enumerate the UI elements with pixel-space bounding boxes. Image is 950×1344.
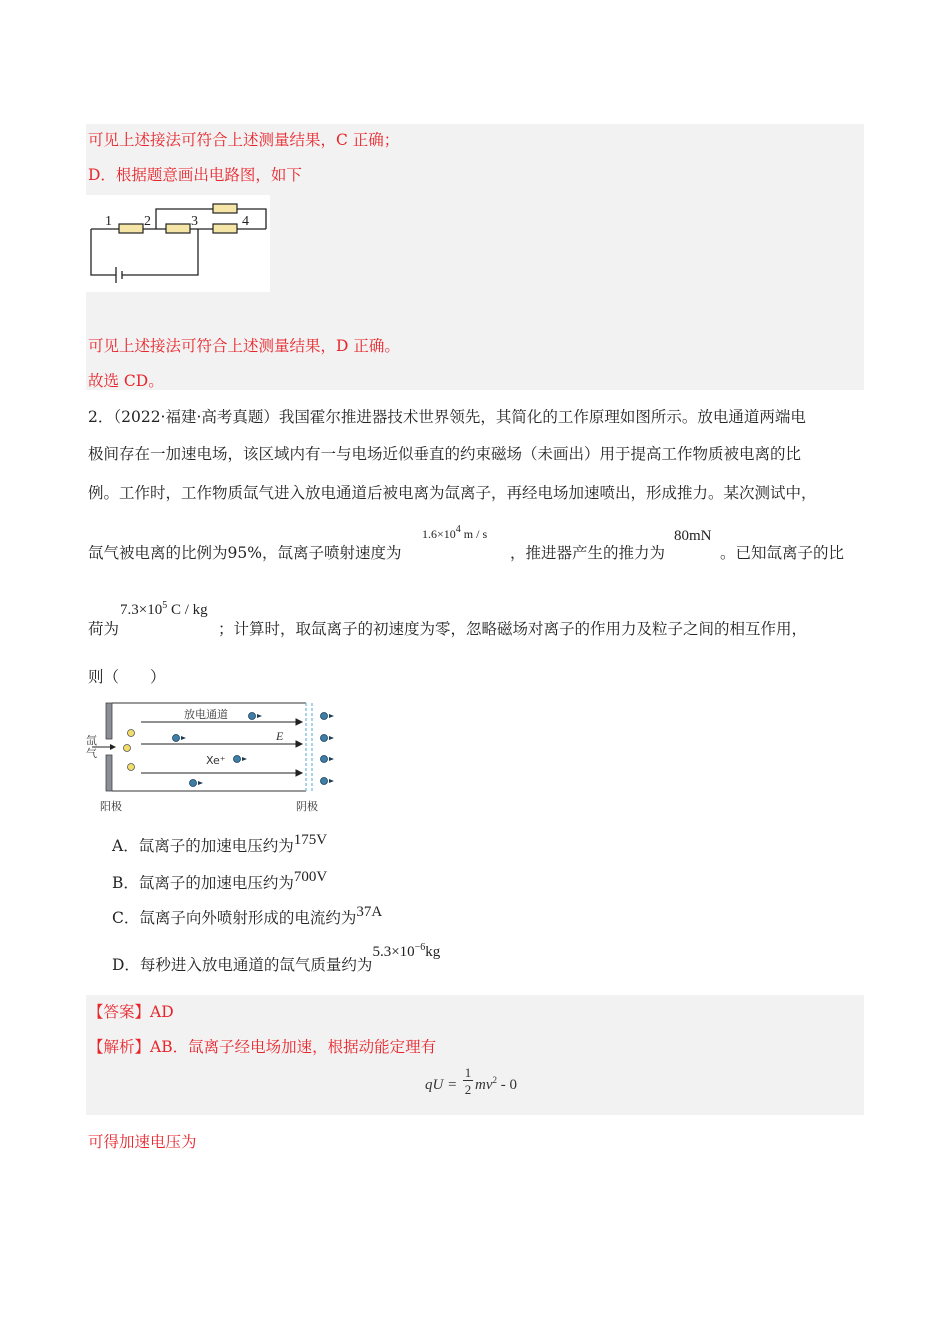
line4-part-b: ，推进器产生的推力为 [510, 544, 666, 562]
answer-value: AD [150, 1003, 174, 1021]
line-c-correct: 可见上述接法可符合上述测量结果，C 正确； [88, 131, 400, 149]
line4-part-a: 氙气被电离的比例为95%，氙离子喷射速度为 [88, 544, 402, 562]
option-a[interactable]: A．氙离子的加速电压约为175V [112, 832, 328, 855]
anode-plate [106, 703, 112, 739]
analysis-text: AB．氙离子经电场加速，根据动能定理有 [150, 1038, 437, 1056]
anode-label: 阳极 [100, 800, 122, 813]
node-label-4: 4 [242, 214, 249, 229]
xenon-ion [190, 780, 197, 787]
xenon-ion [249, 713, 256, 720]
option-c-value: 37A [356, 904, 383, 920]
resistor-4 [213, 204, 237, 213]
line5-part-a: 荷为 [88, 620, 120, 638]
xenon-ion [321, 778, 328, 785]
field-label: E [276, 729, 284, 743]
line-d-intro: D．根据题意画出电路图，如下 [88, 166, 302, 184]
xenon-ion [321, 756, 328, 763]
option-c[interactable]: C．氙离子向外喷射形成的电流约为37A [112, 904, 383, 927]
xenon-atom [124, 745, 131, 752]
ion-label: Xe⁺ [206, 754, 226, 767]
voltage-line: 可得加速电压为 [88, 1133, 197, 1151]
xenon-ion [321, 735, 328, 742]
question-line-3: 例。工作时，工作物质氙气进入放电通道后被电离为氙离子，再经电场加速喷出，形成推力。某次测试中， [88, 484, 817, 502]
resistor-3 [213, 224, 237, 233]
thrust-value: 80mN [674, 528, 712, 544]
channel-label: 放电通道 [184, 708, 228, 721]
xenon-atom [128, 730, 135, 737]
cathode-label: 阴极 [296, 800, 318, 813]
node-label-1: 1 [105, 214, 112, 229]
answer-cd: 故选 CD。 [88, 372, 164, 390]
xenon-ion [234, 756, 241, 763]
analysis-line [88, 1035, 436, 1057]
option-d-value: $5.3\times 10^{-6}kg$ [372, 942, 441, 960]
answer-line [88, 1000, 174, 1022]
question-line-6: 则（ ） [88, 668, 166, 686]
gas-label: 氙气 [86, 734, 97, 760]
question-line-4 [88, 541, 401, 563]
eq-right: $mv^2 - 0$ [475, 1075, 517, 1093]
node-label-2: 2 [144, 214, 151, 229]
line4-part-c: 。已知氙离子的比 [720, 544, 845, 562]
resistor-2 [166, 224, 190, 233]
line-d-correct: 可见上述接法可符合上述测量结果，D 正确。 [88, 337, 400, 355]
line5-part-b: ；计算时，取氙离子的初速度为零，忽略磁场对离子的作用力及粒子之间的相互作用， [218, 620, 808, 638]
xenon-atom [128, 764, 135, 771]
xenon-ion [173, 735, 180, 742]
question-line-1: 2．（2022·福建·高考真题）我国霍尔推进器技术世界领先，其简化的工作原理如图所示。放电通道两端电 [88, 408, 806, 426]
eq-left: qU = [425, 1077, 458, 1093]
option-b-value: 700V [293, 869, 328, 885]
question-line-2: 极间存在一加速电场，该区域内有一与电场近似垂直的约束磁场（未画出）用于提高工作物质被电离的比 [88, 445, 802, 463]
option-d[interactable]: D．每秒进入放电通道的氙气质量约为$5.3\times 10^{-6}kg$ [112, 942, 441, 974]
eq-fraction: 1 2 [464, 1065, 472, 1097]
charge-ratio-value: $7.3\times 10^5$ C / kg [120, 600, 208, 618]
xenon-ion [321, 713, 328, 720]
circuit-diagram [86, 195, 270, 292]
answer-label: 【答案】 [88, 1003, 151, 1021]
node-label-3: 3 [191, 214, 198, 229]
thruster-figure [86, 698, 346, 818]
option-a-value: 175V [293, 832, 328, 848]
resistor-1 [119, 224, 143, 233]
analysis-label: 【解析】 [88, 1038, 151, 1056]
option-b[interactable]: B．氙离子的加速电压约为700V [112, 869, 328, 892]
velocity-value: $1.6\times 10^4$ m / s [422, 524, 488, 541]
